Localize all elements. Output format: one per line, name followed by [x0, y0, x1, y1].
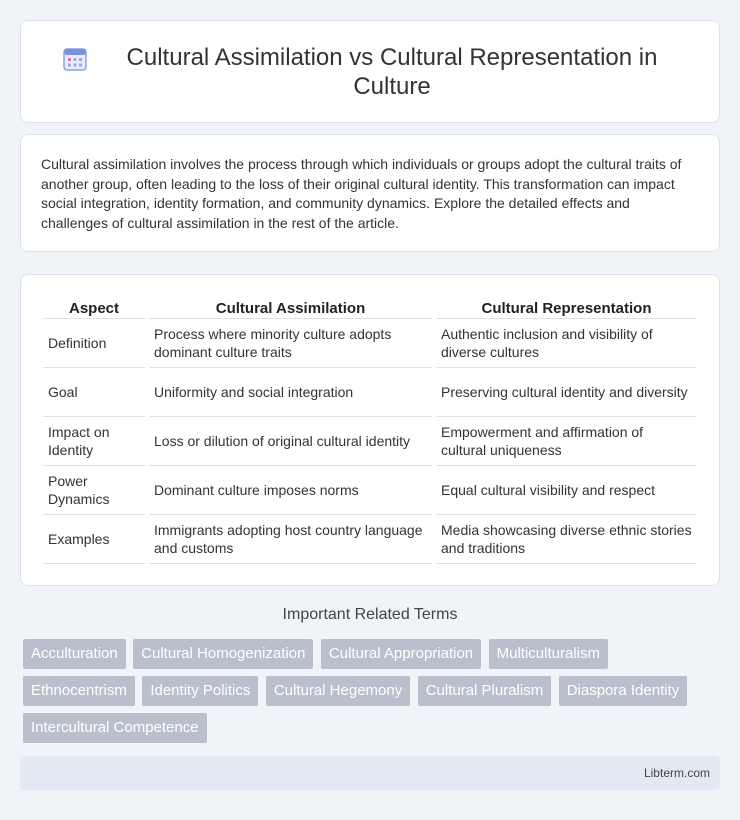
- row-assimilation: Dominant culture imposes norms: [149, 466, 432, 515]
- tag-cultural-hegemony[interactable]: Cultural Hegemony: [266, 676, 410, 706]
- tag-intercultural-competence[interactable]: Intercultural Competence: [23, 713, 207, 743]
- title-wrap: [21, 43, 719, 101]
- row-assimilation: Uniformity and social integration: [149, 368, 432, 417]
- row-aspect: Impact on Identity: [43, 417, 145, 466]
- footer-site-link[interactable]: Libterm.com: [643, 766, 710, 780]
- table-row: [43, 417, 697, 466]
- header-aspect: Aspect: [43, 295, 145, 319]
- header-representation: Cultural Representation: [436, 295, 697, 319]
- row-representation: Preserving cultural identity and diversity: [436, 368, 697, 417]
- row-assimilation: Immigrants adopting host country language and customs: [149, 515, 432, 564]
- row-aspect: Definition: [43, 319, 145, 368]
- tag-diaspora-identity[interactable]: Diaspora Identity: [559, 676, 688, 706]
- row-aspect: Goal: [43, 368, 145, 417]
- title-card: [20, 20, 720, 123]
- page-title: Cultural Assimilation vs Cultural Representation in Culture: [126, 43, 658, 100]
- related-terms-heading: Important Related Terms: [282, 606, 458, 623]
- table-row: [43, 466, 697, 515]
- related-terms-tags: [23, 639, 723, 750]
- intro-text: Cultural assimilation involves the process through which individuals or groups adopt the cultural traits of another group, often leading to the loss of their original cultural identity. This transformation can impact social integration, identity formation, and community dynamics. Explore the detailed effects and challenges of cultural assimilation in the rest of the article.: [41, 156, 682, 231]
- table-row: [43, 319, 697, 368]
- row-representation: Media showcasing diverse ethnic stories and traditions: [436, 515, 697, 564]
- table-row: [43, 368, 697, 417]
- intro-card: [20, 134, 720, 252]
- row-representation: Authentic inclusion and visibility of diverse cultures: [436, 319, 697, 368]
- row-aspect: Power Dynamics: [43, 466, 145, 515]
- tag-cultural-homogenization[interactable]: Cultural Homogenization: [133, 639, 313, 669]
- row-representation: Empowerment and affirmation of cultural uniqueness: [436, 417, 697, 466]
- row-assimilation: Process where minority culture adopts dominant culture traits: [149, 319, 432, 368]
- table-row: [43, 515, 697, 564]
- row-assimilation: Loss or dilution of original cultural identity: [149, 417, 432, 466]
- tag-cultural-pluralism[interactable]: Cultural Pluralism: [418, 676, 552, 706]
- tag-identity-politics[interactable]: Identity Politics: [142, 676, 258, 706]
- table-header-row: [43, 295, 697, 319]
- comparison-table: [39, 295, 701, 564]
- tag-ethnocentrism[interactable]: Ethnocentrism: [23, 676, 135, 706]
- calendar-icon: [61, 45, 89, 73]
- comparison-card: [20, 274, 720, 586]
- row-aspect: Examples: [43, 515, 145, 564]
- tag-cultural-appropriation[interactable]: Cultural Appropriation: [321, 639, 481, 669]
- row-representation: Equal cultural visibility and respect: [436, 466, 697, 515]
- tag-acculturation[interactable]: Acculturation: [23, 639, 126, 669]
- tag-multiculturalism[interactable]: Multiculturalism: [489, 639, 608, 669]
- footer: [20, 756, 720, 790]
- header-assimilation: Cultural Assimilation: [149, 295, 432, 319]
